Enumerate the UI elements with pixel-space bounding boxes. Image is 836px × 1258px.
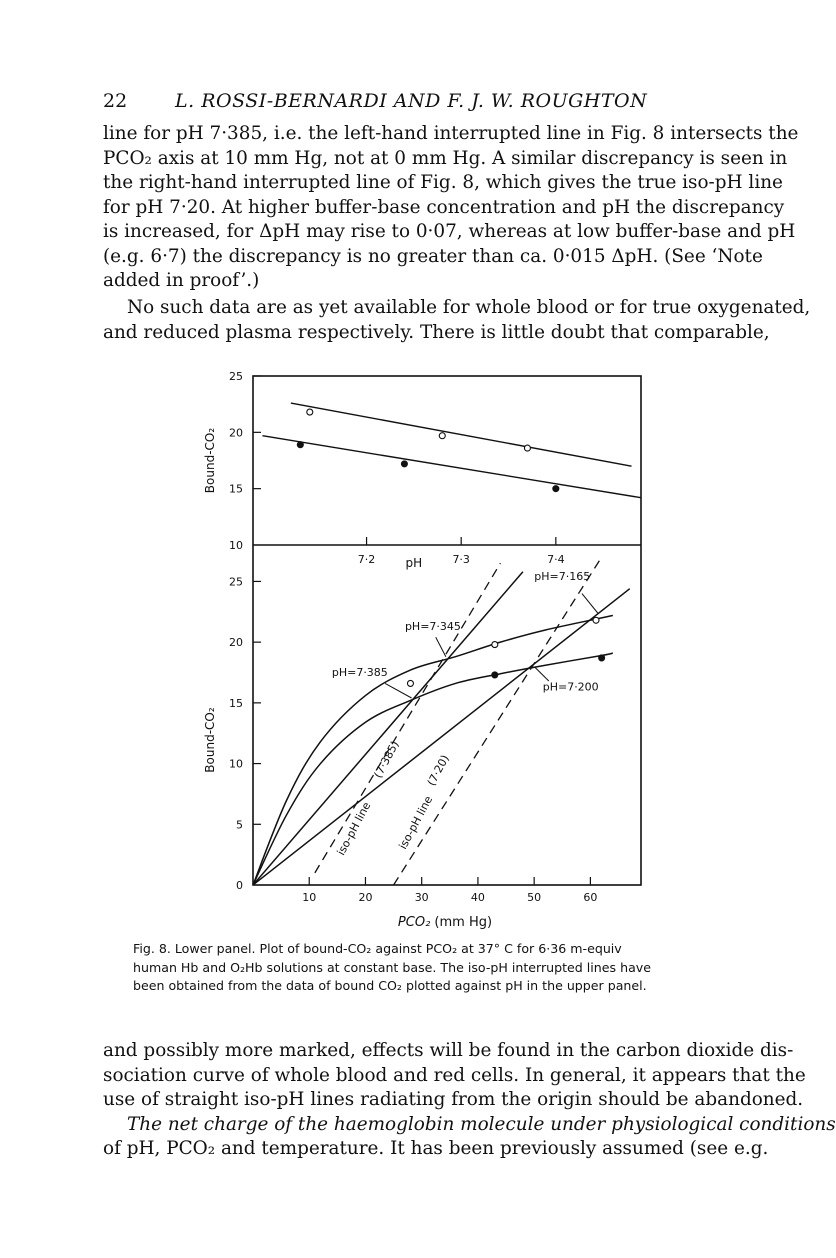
text-line: and reduced plasma respectively. There is little doubt that comparable, bbox=[103, 321, 770, 343]
filled-marker bbox=[401, 461, 407, 467]
figure-caption bbox=[133, 940, 733, 996]
y-axis-label: Bound-CO₂ bbox=[203, 427, 217, 494]
y-tick-label: 20 bbox=[229, 636, 243, 650]
running-head: L. ROSSI-BERNARDI AND F. J. W. ROUGHTON bbox=[175, 90, 648, 112]
text-line: sociation curve of whole blood and red cells. In general, it appears that the bbox=[103, 1064, 806, 1086]
open-marker bbox=[439, 433, 445, 439]
annotation-label: pH=7·385 bbox=[331, 666, 388, 680]
x-axis-label: PCO₂ (mm Hg) bbox=[397, 915, 493, 930]
figure-8-plot bbox=[195, 365, 675, 940]
caption-line: human Hb and O₂Hb solutions at constant base. The iso-pH interrupted lines have bbox=[133, 959, 651, 975]
text-line: use of straight iso-pH lines radiating from the origin should be abandoned. bbox=[103, 1089, 804, 1110]
caption-line: been obtained from the data of bound CO₂ plotted against pH in the upper panel. bbox=[133, 978, 647, 994]
iso-ph-line bbox=[394, 557, 602, 885]
y-tick-label: 10 bbox=[229, 539, 243, 552]
open-marker bbox=[407, 680, 413, 686]
annotation-pointer bbox=[436, 637, 446, 656]
text-line: line for pH 7·385, i.e. the left-hand interrupted line in Fig. 8 intersects the bbox=[103, 123, 799, 144]
open-marker bbox=[593, 617, 599, 623]
text-line: The net charge of the haemoglobin molecule under physiological conditions bbox=[127, 1113, 836, 1135]
iso-ph-rotated-label: (7·385) bbox=[371, 738, 402, 781]
series-line bbox=[291, 403, 632, 466]
annotation-label: pH=7·200 bbox=[542, 680, 599, 694]
x-tick-label: 7·4 bbox=[547, 553, 565, 566]
paragraph-mid bbox=[103, 296, 811, 345]
annotation-pointer bbox=[385, 683, 411, 698]
curve bbox=[253, 615, 613, 885]
x-axis-label: pH bbox=[405, 556, 423, 570]
x-tick-label: 20 bbox=[358, 891, 373, 904]
iso-ph-rotated-label: (7·20) bbox=[424, 752, 452, 789]
iso-ph-rotated-label: iso-pH line bbox=[396, 793, 436, 852]
page-header bbox=[103, 90, 758, 116]
text-line: PCO₂ axis at 10 mm Hg, not at 0 mm Hg. A similar discrepancy is seen in bbox=[103, 147, 788, 169]
filled-marker bbox=[492, 672, 498, 678]
paragraph-bottom bbox=[103, 1039, 836, 1162]
annotation-pointer bbox=[535, 668, 548, 681]
open-marker bbox=[492, 642, 498, 648]
annotation-label: pH=7·345 bbox=[404, 620, 461, 633]
text-line: and possibly more marked, effects will be found in the carbon dioxide dis- bbox=[103, 1040, 794, 1061]
x-tick-label: 40 bbox=[470, 891, 485, 904]
text-line: the right-hand interrupted line of Fig. 8, which gives the true iso-pH line bbox=[103, 172, 783, 193]
text-line: is increased, for ΔpH may rise to 0·07, whereas at low buffer-base and pH bbox=[103, 221, 796, 242]
annotation-label: pH=7·165 bbox=[534, 570, 591, 584]
series-line bbox=[262, 436, 641, 498]
y-tick-label: 25 bbox=[229, 575, 243, 589]
y-tick-label: 10 bbox=[229, 757, 243, 771]
figure-8 bbox=[195, 365, 675, 940]
y-tick-label: 20 bbox=[229, 426, 243, 440]
straight-line bbox=[253, 572, 523, 885]
filled-marker bbox=[553, 486, 559, 492]
annotation-pointer bbox=[582, 594, 598, 613]
filled-marker bbox=[297, 442, 303, 448]
y-tick-label: 25 bbox=[229, 370, 243, 383]
page-number: 22 bbox=[103, 90, 128, 112]
iso-ph-rotated-label: iso-pH line bbox=[334, 799, 374, 858]
text-line: No such data are as yet available for whole blood or for true oxygenated, bbox=[127, 297, 811, 318]
x-tick-label: 7·3 bbox=[452, 553, 470, 566]
y-tick-label: 15 bbox=[229, 696, 243, 710]
paragraph-top bbox=[103, 122, 799, 294]
text-line: of pH, PCO₂ and temperature. It has been previously assumed (see e.g. bbox=[103, 1138, 769, 1159]
y-tick-label: 0 bbox=[236, 879, 243, 892]
open-marker bbox=[307, 409, 313, 415]
y-axis-label: Bound-CO₂ bbox=[203, 707, 217, 773]
x-tick-label: 7·2 bbox=[357, 553, 376, 566]
x-tick-label: 10 bbox=[302, 891, 317, 904]
x-tick-label: 30 bbox=[414, 891, 429, 904]
straight-line bbox=[253, 589, 630, 885]
y-tick-label: 15 bbox=[229, 482, 243, 496]
x-tick-label: 60 bbox=[583, 891, 598, 904]
text-line: (e.g. 6·7) the discrepancy is no greater than ca. 0·015 ΔpH. (See ‘Note bbox=[103, 245, 763, 267]
x-tick-label: 50 bbox=[527, 891, 542, 904]
caption-line: Fig. 8. Lower panel. Plot of bound-CO₂ against PCO₂ at 37° C for 6·36 m-equiv bbox=[133, 941, 622, 956]
filled-marker bbox=[599, 655, 605, 661]
text-line: for pH 7·20. At higher buffer-base concentration and pH the discrepancy bbox=[103, 196, 785, 218]
text-line: added in proof’.) bbox=[103, 270, 260, 291]
y-tick-label: 5 bbox=[236, 818, 243, 832]
open-marker bbox=[524, 445, 530, 451]
